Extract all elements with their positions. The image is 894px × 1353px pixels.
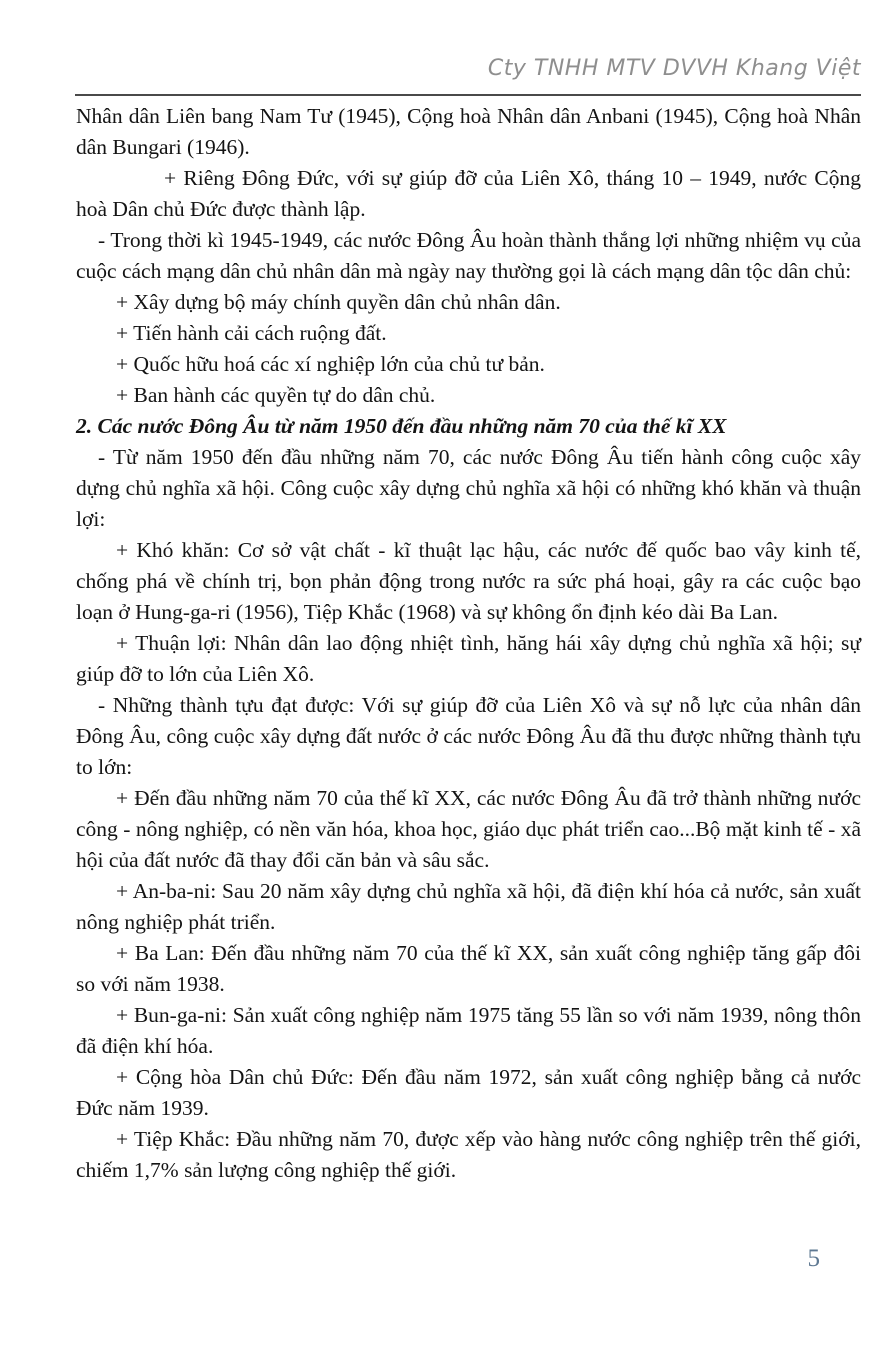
list-item: + Quốc hữu hoá các xí nghiệp lớn của chủ tư bản.: [116, 352, 545, 376]
header-divider: [75, 94, 861, 96]
list-item: + Cộng hòa Dân chủ Đức: Đến đầu năm 1972, sản xuất công nghiệp bằng cả nước Đức năm 1939.: [76, 1065, 861, 1120]
list-item: + Thuận lợi: Nhân dân lao động nhiệt tình, hăng hái xây dựng chủ nghĩa xã hội; sự giúp đỡ to lớn của Liên Xô.: [76, 631, 861, 686]
list-item: + An-ba-ni: Sau 20 năm xây dựng chủ nghĩa xã hội, đã điện khí hóa cả nước, sản xuất nông nghiệp phát triển.: [76, 879, 861, 934]
page-number: 5: [807, 1245, 820, 1272]
publisher-watermark: Cty TNHH MTV DVVH Khang Việt: [487, 56, 861, 81]
paragraph: - Từ năm 1950 đến đầu những năm 70, các nước Đông Âu tiến hành công cuộc xây dựng chủ nghĩa xã hội. Công cuộc xây dựng chủ nghĩa xã hội có những khó khăn và thuận lợi:: [76, 445, 861, 531]
paragraph-continuation: Nhân dân Liên bang Nam Tư (1945), Cộng hoà Nhân dân Anbani (1945), Cộng hoà Nhân dân Bungari (1946).: [76, 104, 861, 159]
section-heading: 2. Các nước Đông Âu từ năm 1950 đến đầu những năm 70 của thế kĩ XX: [76, 414, 727, 438]
paragraph: - Những thành tựu đạt được: Với sự giúp đỡ của Liên Xô và sự nỗ lực của nhân dân Đông Âu, công cuộc xây dựng đất nước ở các nước Đông Âu đã thu được những thành tựu to lớn:: [76, 693, 861, 779]
page-header: [75, 56, 861, 81]
document-body: [76, 101, 861, 1186]
list-item: + Xây dựng bộ máy chính quyền dân chủ nhân dân.: [116, 290, 561, 314]
list-item: + Đến đầu những năm 70 của thế kĩ XX, các nước Đông Âu đã trở thành những nước công - nông nghiệp, có nền văn hóa, khoa học, giáo dục phát triển cao...Bộ mặt kinh tế - xã hội của đất nước đã thay đổi căn bản và sâu sắc.: [76, 786, 861, 872]
paragraph: - Trong thời kì 1945-1949, các nước Đông Âu hoàn thành thắng lợi những nhiệm vụ của cuộc cách mạng dân chủ nhân dân mà ngày nay thường gọi là cách mạng dân tộc dân chủ:: [76, 228, 861, 283]
list-item: + Bun-ga-ni: Sản xuất công nghiệp năm 1975 tăng 55 lần so với năm 1939, nông thôn đã điện khí hóa.: [76, 1003, 861, 1058]
paragraph: + Riêng Đông Đức, với sự giúp đỡ của Liên Xô, tháng 10 – 1949, nước Cộng hoà Dân chủ Đức được thành lập.: [76, 166, 861, 221]
list-item: + Ba Lan: Đến đầu những năm 70 của thế kĩ XX, sản xuất công nghiệp tăng gấp đôi so với năm 1938.: [76, 941, 861, 996]
list-item: + Khó khăn: Cơ sở vật chất - kĩ thuật lạc hậu, các nước đế quốc bao vây kinh tế, chống phá về chính trị, bọn phản động trong nước ra sức phá hoại, gây ra các cuộc bạo loạn ở Hung-ga-ri (1956), Tiệp Khắc (1968) và sự không ổn định kéo dài Ba Lan.: [76, 538, 861, 624]
list-item: + Tiệp Khắc: Đầu những năm 70, được xếp vào hàng nước công nghiệp trên thế giới, chiếm 1,7% sản lượng công nghiệp thế giới.: [76, 1127, 861, 1182]
list-item: + Ban hành các quyền tự do dân chủ.: [116, 383, 436, 407]
list-item: + Tiến hành cải cách ruộng đất.: [116, 321, 387, 345]
